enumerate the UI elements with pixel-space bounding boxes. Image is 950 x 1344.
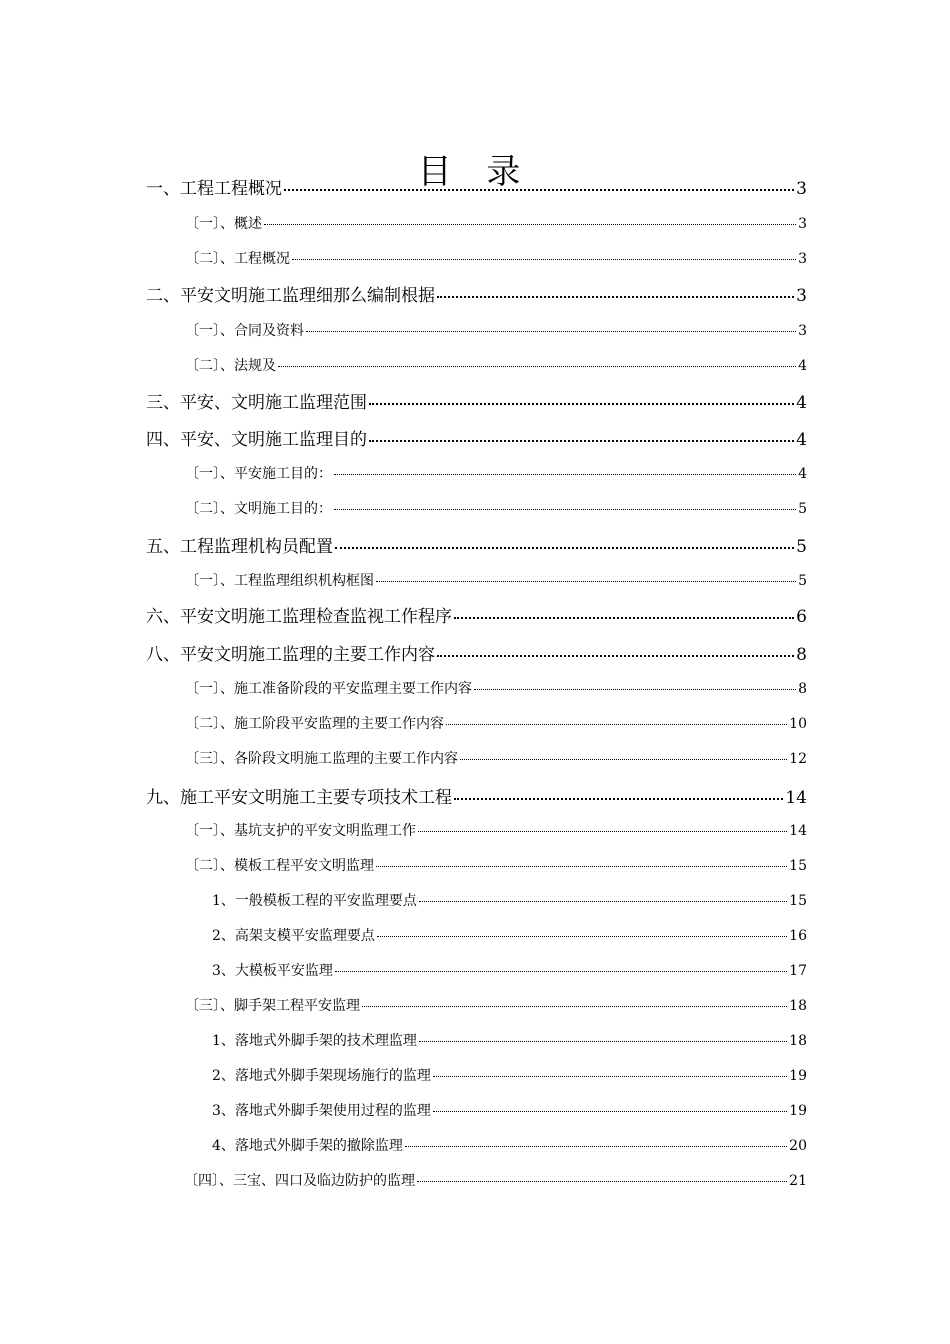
dot-leader [454, 798, 783, 800]
toc-entry-title: 〔一〕、平安施工目的： [185, 466, 332, 482]
toc-entry[interactable] [185, 463, 807, 483]
toc-entry-page: 14 [789, 823, 807, 839]
toc-entry[interactable] [212, 960, 807, 980]
toc-entry-title: 〔一〕、基坑支护的平安文明监理工作 [185, 823, 416, 839]
toc-entry-title: 1、一般模板工程的平安监理要点 [212, 893, 417, 909]
dot-leader [335, 971, 787, 972]
toc-entry-title: 3、大模板平安监理 [212, 963, 333, 979]
toc-entry-page: 5 [796, 537, 807, 557]
toc-entry-page: 20 [789, 1138, 807, 1154]
toc-entry-page: 3 [796, 179, 807, 199]
toc-entry-title: 六、平安文明施工监理检查监视工作程序 [146, 607, 452, 627]
dot-leader [334, 474, 796, 475]
toc-entry[interactable] [185, 820, 807, 840]
toc-entry-title: 〔二〕、文明施工目的： [185, 501, 332, 517]
toc-entry-page: 5 [798, 501, 807, 517]
dot-leader [454, 617, 794, 619]
toc-entry[interactable] [146, 640, 807, 665]
toc-entry[interactable] [185, 570, 807, 590]
toc-entry-title: 二、平安文明施工监理细那么编制根据 [146, 286, 435, 306]
toc-entry-title: 〔三〕、各阶段文明施工监理的主要工作内容 [185, 751, 458, 767]
toc-entry[interactable] [146, 425, 807, 450]
toc-entry[interactable] [185, 320, 807, 340]
toc-entry-page: 5 [798, 573, 807, 589]
toc-entry-page: 4 [796, 430, 807, 450]
toc-entry-title: 三、平安、文明施工监理范围 [146, 393, 367, 413]
dot-leader [284, 189, 794, 191]
toc-entry[interactable] [212, 1135, 807, 1155]
dot-leader [446, 724, 787, 725]
dot-leader [335, 547, 794, 549]
dot-leader [418, 831, 787, 832]
toc-entry[interactable] [185, 355, 807, 375]
toc-entry-title: 2、高架支模平安监理要点 [212, 928, 375, 944]
toc-entry-title: 3、落地式外脚手架使用过程的监理 [212, 1103, 431, 1119]
toc-entry-title: 2、落地式外脚手架现场施行的监理 [212, 1068, 431, 1084]
dot-leader [419, 1041, 787, 1042]
dot-leader [292, 259, 796, 260]
toc-entry[interactable] [212, 890, 807, 910]
dot-leader [376, 866, 787, 867]
toc-entry-page: 18 [789, 998, 807, 1014]
dot-leader [437, 296, 794, 298]
toc-entry[interactable] [185, 213, 807, 233]
toc-entry-page: 18 [789, 1033, 807, 1049]
dot-leader [474, 689, 796, 690]
dot-leader [362, 1006, 787, 1007]
toc-entry[interactable] [212, 1065, 807, 1085]
toc-entry-page: 16 [789, 928, 807, 944]
toc-entry[interactable] [185, 855, 807, 875]
toc-entry-title: 1、落地式外脚手架的技术理监理 [212, 1033, 417, 1049]
dot-leader [306, 331, 796, 332]
dot-leader [278, 366, 796, 367]
toc-entry-page: 4 [798, 466, 807, 482]
toc-entry-page: 4 [798, 358, 807, 374]
toc-entry-page: 3 [798, 251, 807, 267]
toc-entry[interactable] [212, 1030, 807, 1050]
dot-leader [376, 581, 796, 582]
dot-leader [264, 224, 796, 225]
dot-leader [460, 759, 787, 760]
toc-entry-page: 6 [796, 607, 807, 627]
toc-entry-title: 〔一〕、工程监理组织机构框图 [185, 573, 374, 589]
toc-entry-page: 8 [798, 681, 807, 697]
dot-leader [369, 403, 794, 405]
toc-entry-title: 九、施工平安文明施工主要专项技术工程 [146, 788, 452, 808]
toc-entry-title: 4、落地式外脚手架的撤除监理 [212, 1138, 403, 1154]
toc-entry-title: 一、工程工程概况 [146, 179, 282, 199]
toc-entry-title: 〔一〕、概述 [185, 216, 262, 232]
toc-entry-title: 五、工程监理机构员配置 [146, 537, 333, 557]
dot-leader [437, 655, 794, 657]
dot-leader [417, 1181, 787, 1182]
dot-leader [419, 901, 787, 902]
toc-entry-page: 3 [798, 323, 807, 339]
dot-leader [334, 509, 796, 510]
toc-entry[interactable] [146, 532, 807, 557]
toc-entry-page: 14 [785, 788, 807, 808]
toc-entry[interactable] [185, 713, 807, 733]
toc-entry[interactable] [185, 248, 807, 268]
toc-entry[interactable] [185, 748, 807, 768]
toc-entry-page: 12 [789, 751, 807, 767]
toc-entry-page: 3 [798, 216, 807, 232]
toc-entry[interactable] [146, 281, 807, 306]
toc-entry-title: 八、平安文明施工监理的主要工作内容 [146, 645, 435, 665]
toc-entry-page: 21 [789, 1173, 807, 1189]
dot-leader [405, 1146, 787, 1147]
toc-entry-title: 〔一〕、合同及资料 [185, 323, 304, 339]
toc-entry-page: 15 [789, 893, 807, 909]
toc-entry[interactable] [185, 995, 807, 1015]
toc-entry-title: 〔二〕、法规及 [185, 358, 276, 374]
toc-entry-title: 〔二〕、施工阶段平安监理的主要工作内容 [185, 716, 444, 732]
toc-entry-page: 19 [789, 1068, 807, 1084]
toc-entry[interactable] [146, 602, 807, 627]
toc-entry-page: 3 [796, 286, 807, 306]
toc-entry[interactable] [184, 1170, 807, 1190]
dot-leader [369, 440, 794, 442]
toc-entry[interactable] [146, 388, 807, 413]
dot-leader [433, 1076, 787, 1077]
toc-entry-page: 4 [796, 393, 807, 413]
toc-entry-title: 〔二〕、模板工程平安文明监理 [185, 858, 374, 874]
toc-entry[interactable] [185, 498, 807, 518]
toc-entry[interactable] [212, 925, 807, 945]
toc-entry[interactable] [212, 1100, 807, 1120]
toc-entry[interactable] [185, 678, 807, 698]
dot-leader [377, 936, 787, 937]
toc-entry-title: 四、平安、文明施工监理目的 [146, 430, 367, 450]
dot-leader [433, 1111, 787, 1112]
toc-entry-page: 15 [789, 858, 807, 874]
toc-entry-title: 〔三〕、脚手架工程平安监理 [185, 998, 360, 1014]
toc-entry-title: 〔四〕、三宝、四口及临边防护的监理 [184, 1173, 415, 1189]
toc-entry[interactable] [146, 174, 807, 199]
toc-entry-page: 19 [789, 1103, 807, 1119]
toc-entry[interactable] [146, 783, 807, 808]
toc-entry-page: 17 [789, 963, 807, 979]
toc-title: 目 录 [417, 151, 533, 192]
toc-entry-title: 〔一〕、施工准备阶段的平安监理主要工作内容 [185, 681, 472, 697]
toc-entry-page: 8 [796, 645, 807, 665]
toc-entry-title: 〔二〕、工程概况 [185, 251, 290, 267]
toc-entry-page: 10 [789, 716, 807, 732]
